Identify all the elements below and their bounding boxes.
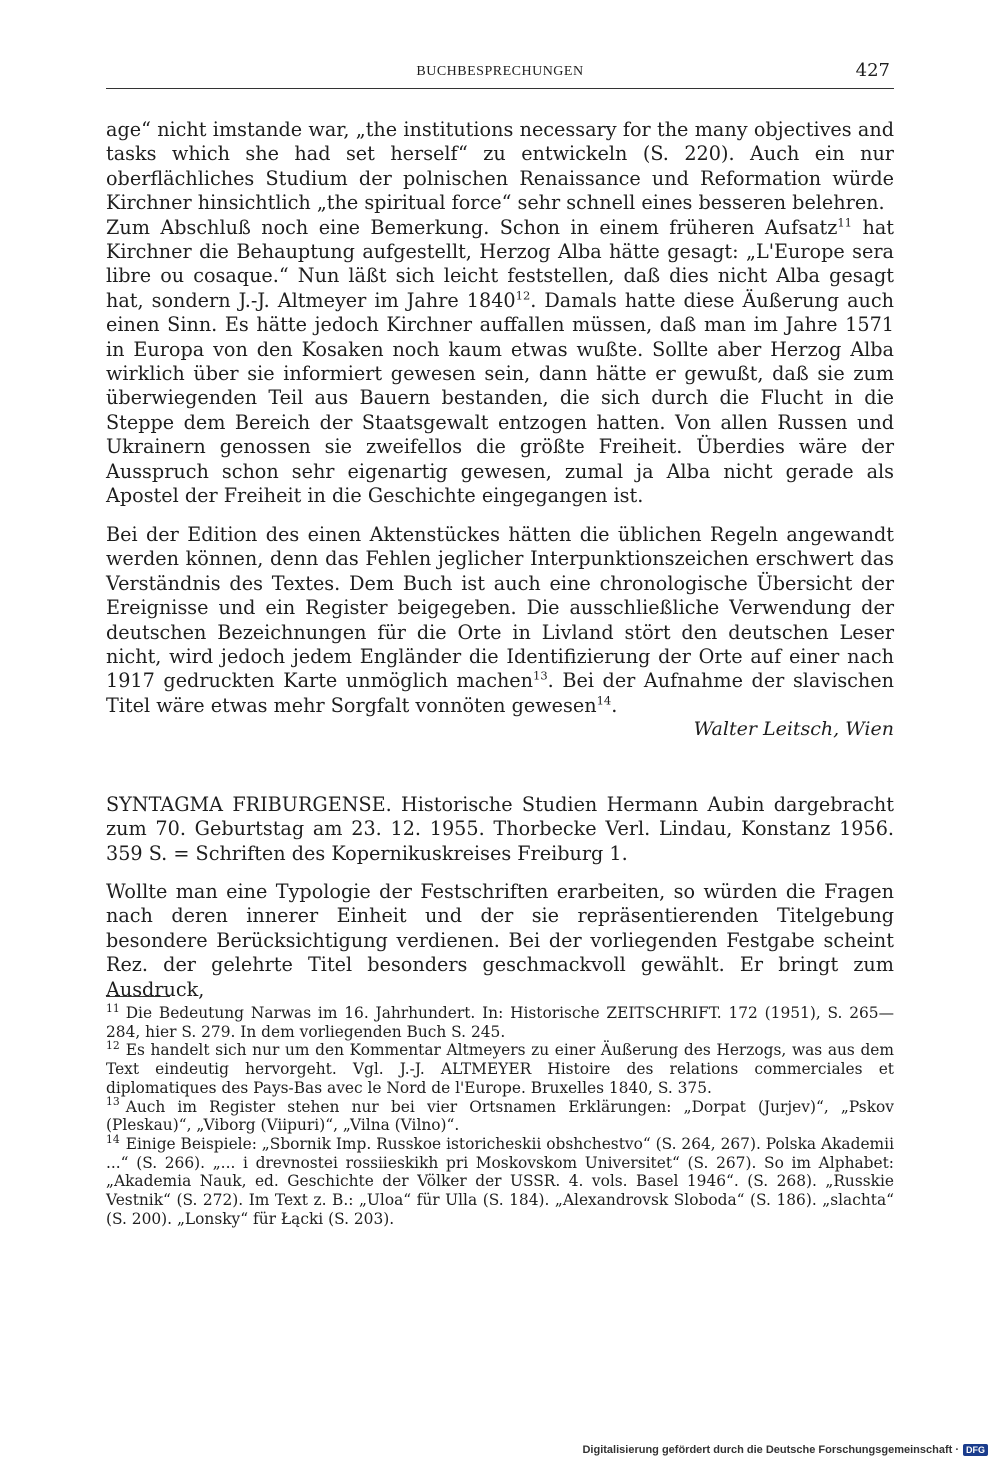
footnotes <box>106 1001 894 1228</box>
footnote-11: $^{11}$ Die Bedeutung Narwas im 16. Jahrhundert. In: Historische ZEITSCHRIFT. 172 (1951), S. 265—284, hier S. 279. In dem vorliegenden Buch S. 245. <box>106 1001 894 1041</box>
paragraph-text: age“ nicht imstande war, „the institutions necessary for the many objectives and tasks which she had set herself“ zu entwickeln (S. 220). Auch ein nur oberflächliches Studium der polnischen Renaissance und Reformation würde Kirchner hinsichtlich „the spiritual force“ sehr schnell eines besseren belehren. <box>106 118 894 215</box>
paragraph-text: Bei der Edition des einen Aktenstückes hätten die üblichen Regeln angewandt werden können, denn das Fehlen jeglicher Interpunktionszeichen erschwert das Verständnis des Textes. Dem Buch ist auch eine chronologische Übersicht der Ereignisse und ein Register beigegeben. Die ausschließliche Verwendung der deutschen Bezeichnungen für die Orte in Livland stört den deutschen Leser nicht, wird jedoch jedem Engländer die Identifizierung der Orte auf einer nach 1917 gedruckten Karte unmöglich machen$^{13}$. Bei der Aufnahme der slavischen Titel wäre etwas mehr Sorgfalt vonnöten gewesen$^{14}$. <box>106 523 894 717</box>
credit-text: Digitalisierung gefördert durch die Deutsche Forschungsgemeinschaft · <box>582 1444 959 1456</box>
page-header <box>106 62 894 89</box>
review-heading: SYNTAGMA FRIBURGENSE. Historische Studien Hermann Aubin dargebracht zum 70. Geburtstag am 23. 12. 1955. Thorbecke Verl. Lindau, Konstanz 1956. 359 S. = Schriften des Kopernikuskreises Freiburg 1. <box>106 793 894 865</box>
footnote-12: $^{12}$ Es handelt sich nur um den Kommentar Altmeyers zu einer Äußerung des Herzogs, was aus dem Text eindeutig hervorgeht. Vgl. J.-J. ALTMEYER Histoire des relations commerciales et diplomatiques des Pays-Bas avec le Nord de l'Europe. Bruxelles 1840, S. 375. <box>106 1039 894 1097</box>
review-paragraph-2 <box>106 523 894 718</box>
digitization-credit <box>582 1444 988 1456</box>
footnote-ref-12[interactable]: 12 <box>515 288 531 303</box>
footnote-ref-11[interactable]: 11 <box>837 215 853 230</box>
paragraph-text: Zum Abschluß noch eine Bemerkung. Schon in einem früheren Aufsatz$^{11}$ hat Kirchner die Behauptung aufgestellt, Herzog Alba hätte gesagt: „L'Europe sera libre ou cosaque.“ Nun läßt sich leicht feststellen, daß dies nicht Alba gesagt hat, sondern J.-J. Altmeyer im Jahre 1840$^{12}$. Damals hatte diese Äußerung auch einen Sinn. Es hätte jedoch Kirchner auffallen müssen, daß man im Jahre 1571 in Europa von den Kosaken noch kaum etwas wußte. Sollte aber Herzog Alba wirklich über sie informiert gewesen sein, dann hätte er gewußt, daß sie zum überwiegenden Teil aus Bauern bestanden, die sich durch die Flucht in die Steppe dem Bereich der Staatsgewalt entzogen hatten. Von allen Russen und Ukrainern genossen sie zweifellos die größte Freiheit. Überdies wäre der Ausspruch schon sehr eigenartig gewesen, zumal ja Alba nicht gerade als Apostel der Freiheit in die Geschichte eingegangen ist. <box>106 215 894 508</box>
dfg-logo: DFG <box>963 1444 988 1456</box>
review-body: Wollte man eine Typologie der Festschriften erarbeiten, so würden die Fragen nach deren innerer Einheit und der sie repräsentierenden Titelgebung besondere Berücksichtigung verdienen. Bei der vorliegenden Festgabe scheint Rez. der gelehrte Titel besonders geschmackvoll gewählt. Er bringt zum Ausdruck, <box>106 880 894 1001</box>
page-number: 427 <box>855 60 890 81</box>
footnote-ref-14[interactable]: 14 <box>596 693 612 708</box>
review-signature: Walter Leitsch, Wien <box>693 718 894 740</box>
footnote-13: $^{13}$ Auch im Register stehen nur bei vier Ortsnamen Erklärungen: „Dorpat (Jurjev)“, „Pskov (Pleskau)“, „Viborg (Viipuri)“, „Vilna (Vilno)“. <box>106 1095 894 1135</box>
footnote-divider <box>106 996 170 997</box>
review-paragraph-1 <box>106 118 894 509</box>
footnote-14: $^{14}$ Einige Beispiele: „Sbornik Imp. Russkoe istoricheskii obshchestvo“ (S. 264, 267). Polska Akademii ...“ (S. 266). „... i drevnostei rossiieskikh pri Moskovskom Universitet“ (S. 267). So im Alphabet: „Akademia Nauk, ed. Geschichte der Völker der USSR. 4. vols. Basel 1946“. (S. 268). „Russkie Vestnik“ (S. 272). Im Text z. B.: „Uloa“ für Ulla (S. 184). „Alexandrovsk Sloboda“ (S. 186). „slachta“ (S. 200). „Lonsky“ für Łącki (S. 203). <box>106 1132 894 1228</box>
running-head: BUCHBESPRECHUNGEN <box>416 64 584 79</box>
footnote-ref-13[interactable]: 13 <box>533 669 548 684</box>
